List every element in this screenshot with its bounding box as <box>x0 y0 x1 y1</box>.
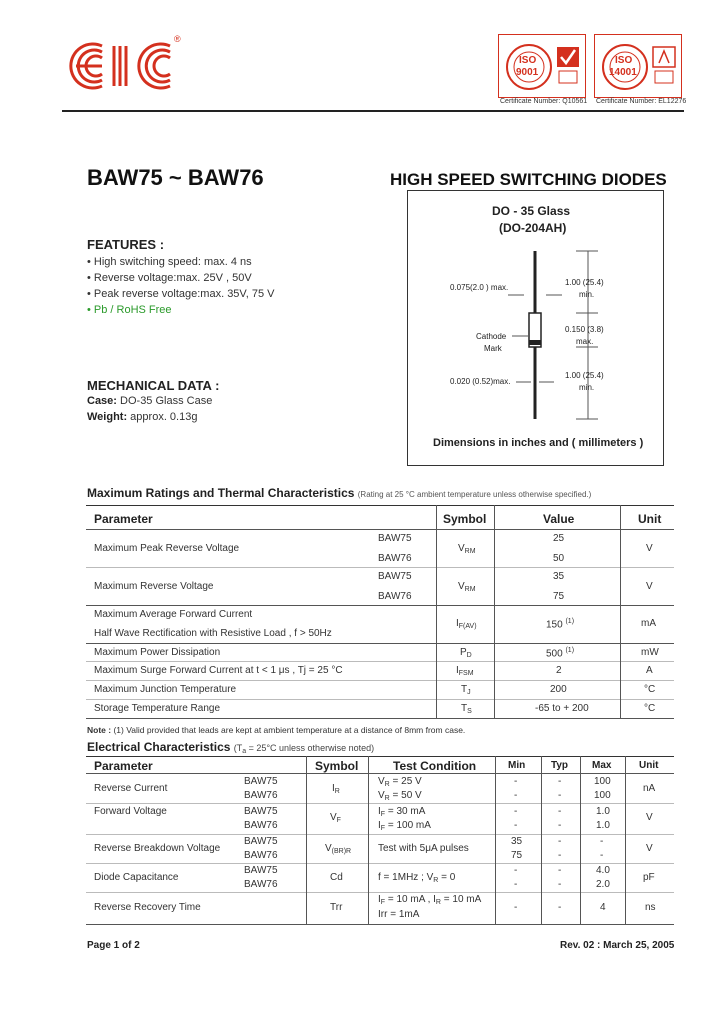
elec-header-typ: Typ <box>551 760 569 771</box>
page-number: Page 1 of 2 <box>87 940 140 951</box>
col-rule <box>541 756 542 924</box>
param-reverse-voltage: Maximum Reverse Voltage <box>94 581 214 592</box>
symbol-pd: $P_D$ <box>460 647 472 659</box>
col-rule <box>368 756 369 924</box>
param-storage-temp: Storage Temperature Range <box>94 703 221 714</box>
weight-line: Weight: approx. 0.13g <box>87 411 198 423</box>
symbol-vf: $V_F$ <box>330 812 341 824</box>
max: 1.0 <box>596 820 610 831</box>
electrical-title: Electrical Characteristics ($T_a = 25^\circ C$ unless otherwise noted) <box>87 740 375 755</box>
symbol-ifav: $I_{F(AV)}$ <box>456 618 477 630</box>
package-title-2: (DO-204AH) <box>499 221 567 235</box>
row-rule <box>86 643 674 644</box>
elec-header-min: Min <box>508 760 526 771</box>
unit: pF <box>643 872 655 883</box>
symbol-ir: $I_R$ <box>332 783 340 795</box>
iso14001-badge: ISO 14001 <box>594 34 682 98</box>
unit: nA <box>643 783 656 794</box>
symbol-trr: Trr <box>330 902 343 913</box>
device-baw75: BAW75 <box>244 776 278 787</box>
max: 4 <box>600 902 606 913</box>
max: 100 <box>594 776 611 787</box>
col-rule <box>494 505 495 718</box>
cert2-label: Certificate Number: EL12276 <box>596 98 687 105</box>
min: - <box>514 879 518 890</box>
row-rule <box>86 718 674 719</box>
dim-bottom-min: min. <box>579 383 595 392</box>
ratings-header-param: Parameter <box>94 512 153 526</box>
cond: $I_F = 10$ mA , $I_R = 10$ mA <box>378 894 482 906</box>
cond: Test with 5μA pulses <box>378 843 469 854</box>
max: 4.0 <box>596 865 610 876</box>
elec-rule-top <box>86 756 674 757</box>
unit: °C <box>644 684 656 695</box>
unit: V <box>646 543 653 554</box>
feature-item: • Peak reverse voltage:max. 35V, 75 V <box>87 288 275 300</box>
cond: $I_F = 30$ mA <box>378 806 426 818</box>
max: 100 <box>594 790 611 801</box>
ratings-rule-head <box>86 529 674 530</box>
device-baw76: BAW76 <box>244 850 278 861</box>
min: 35 <box>511 836 523 847</box>
unit: ns <box>645 902 656 913</box>
elec-header-unit: Unit <box>639 760 659 771</box>
symbol-tj: $T_J$ <box>461 684 471 696</box>
param-recovery-time: Reverse Recovery Time <box>94 902 201 913</box>
cond: Irr = 1mA <box>378 909 420 920</box>
typ: - <box>558 902 562 913</box>
unit: V <box>646 812 653 823</box>
param-forward-voltage: Forward Voltage <box>94 806 167 817</box>
cathode-label-2: Mark <box>484 344 502 353</box>
package-outline-box <box>407 190 664 466</box>
dim-body: 0.150 (3.8) <box>565 325 604 334</box>
part-number-title: BAW75 ~ BAW76 <box>87 165 264 190</box>
unit: A <box>646 665 653 676</box>
ratings-footnote: Note : (1) Valid provided that leads are kept at ambient temperature at a distance of 8mm from case. <box>87 725 466 735</box>
param-diode-capacitance: Diode Capacitance <box>94 872 179 883</box>
unit: mW <box>641 647 659 658</box>
dim-bottom: 1.00 (25.4) <box>565 371 604 380</box>
min: - <box>514 790 518 801</box>
symbol-vrm: $V_{RM}$ <box>458 581 476 593</box>
col-rule <box>620 505 621 718</box>
col-rule <box>306 756 307 924</box>
min: - <box>514 902 518 913</box>
elec-header-param: Parameter <box>94 759 153 773</box>
col-rule <box>580 756 581 924</box>
case-line: Case: DO-35 Glass Case <box>87 395 213 407</box>
param-reverse-current: Reverse Current <box>94 783 168 794</box>
elec-rule-head <box>86 773 674 774</box>
package-title-1: DO - 35 Glass <box>492 204 571 218</box>
device-baw76: BAW76 <box>244 879 278 890</box>
cert1-label: Certificate Number: Q10561 <box>500 98 588 105</box>
param-breakdown-voltage: Reverse Breakdown Voltage <box>94 843 221 854</box>
iso9001-badge: ISO 9001 <box>498 34 586 98</box>
min: - <box>514 776 518 787</box>
symbol-cd: Cd <box>330 872 343 883</box>
unit: mA <box>641 618 656 629</box>
min: - <box>514 865 518 876</box>
value: 25 <box>553 533 565 544</box>
row-rule <box>86 892 674 893</box>
elec-header-max: Max <box>592 760 612 771</box>
device-baw75: BAW75 <box>244 836 278 847</box>
symbol-vbr: $V_{(BR)R}$ <box>325 843 352 855</box>
row-rule <box>86 803 674 804</box>
min: - <box>514 806 518 817</box>
param-avg-forward-2: Half Wave Rectification with Resistive Load , f > 50Hz <box>94 628 332 639</box>
ratings-header-symbol: Symbol <box>443 512 487 526</box>
feature-item: • High switching speed: max. 4 ns <box>87 256 252 268</box>
param-avg-forward: Maximum Average Forward Current <box>94 609 253 620</box>
typ: - <box>558 879 562 890</box>
value: 150 $^{(1)}$ <box>546 618 575 631</box>
row-rule <box>86 661 674 662</box>
param-junction-temp: Maximum Junction Temperature <box>94 684 237 695</box>
typ: - <box>558 776 562 787</box>
value: -65 to + 200 <box>535 703 589 714</box>
elec-header-symbol: Symbol <box>315 759 359 773</box>
col-rule <box>495 756 496 924</box>
device-baw75: BAW75 <box>378 571 412 582</box>
features-heading: FEATURES : <box>87 237 165 252</box>
row-rule <box>86 924 674 925</box>
row-rule <box>86 863 674 864</box>
device-baw75: BAW75 <box>378 533 412 544</box>
typ: - <box>558 790 562 801</box>
device-baw76: BAW76 <box>378 553 412 564</box>
cathode-label: Cathode <box>476 332 507 341</box>
registered-mark: ® <box>174 34 181 44</box>
device-baw76: BAW76 <box>244 790 278 801</box>
max: - <box>600 850 604 861</box>
row-rule <box>86 699 674 700</box>
value: 35 <box>553 571 565 582</box>
symbol-ts: $T_S$ <box>461 703 472 715</box>
feature-item: • Reverse voltage:max. 25V , 50V <box>87 272 252 284</box>
dim-lead: 0.075(2.0 ) max. <box>450 283 509 292</box>
unit: °C <box>644 703 656 714</box>
row-rule <box>86 567 674 568</box>
header-rule <box>62 110 684 112</box>
col-rule <box>436 505 437 718</box>
device-type-title: HIGH SPEED SWITCHING DIODES <box>390 170 667 189</box>
dimensions-caption: Dimensions in inches and ( millimeters ) <box>433 437 644 449</box>
symbol-vrm: $V_{RM}$ <box>458 543 476 555</box>
cond: $V_R = 25$ V <box>378 776 422 788</box>
param-power: Maximum Power Dissipation <box>94 647 221 658</box>
dim-top: 1.00 (25.4) <box>565 278 604 287</box>
typ: - <box>558 806 562 817</box>
row-rule <box>86 605 674 606</box>
device-baw75: BAW75 <box>244 806 278 817</box>
min: - <box>514 820 518 831</box>
value: 2 <box>556 665 562 676</box>
unit: V <box>646 843 653 854</box>
row-rule <box>86 834 674 835</box>
device-baw76: BAW76 <box>244 820 278 831</box>
ratings-title: Maximum Ratings and Thermal Characteristics (Rating at 25 °C ambient temperature unless otherwise specified.) <box>87 486 592 500</box>
param-surge: Maximum Surge Forward Current at t < 1 μs , Tj = 25 °C <box>94 665 343 676</box>
value: 200 <box>550 684 567 695</box>
cond: $V_R = 50$ V <box>378 790 422 802</box>
param-peak-reverse: Maximum Peak Reverse Voltage <box>94 543 240 554</box>
max: 2.0 <box>596 879 610 890</box>
device-baw75: BAW75 <box>244 865 278 876</box>
cond: f = 1MHz ; $V_R = 0$ <box>378 872 456 884</box>
typ: - <box>558 865 562 876</box>
typ: - <box>558 836 562 847</box>
cond: $I_F = 100$ mA <box>378 820 431 832</box>
ratings-header-value: Value <box>543 512 575 526</box>
mechanical-heading: MECHANICAL DATA : <box>87 378 220 393</box>
row-rule <box>86 680 674 681</box>
min: 75 <box>511 850 523 861</box>
ratings-header-unit: Unit <box>638 512 662 526</box>
revision-date: Rev. 02 : March 25, 2005 <box>560 940 675 951</box>
value: 75 <box>553 591 565 602</box>
value: 500 $^{(1)}$ <box>546 647 575 660</box>
device-baw76: BAW76 <box>378 591 412 602</box>
ratings-rule-top <box>86 505 674 506</box>
unit: V <box>646 581 653 592</box>
symbol-ifsm: $I_{FSM}$ <box>456 665 474 677</box>
rohs-item: • Pb / RoHS Free <box>87 304 172 316</box>
elec-header-cond: Test Condition <box>393 759 477 773</box>
value: 50 <box>553 553 565 564</box>
col-rule <box>625 756 626 924</box>
dim-body-max: max. <box>576 337 594 346</box>
typ: - <box>558 850 562 861</box>
typ: - <box>558 820 562 831</box>
company-logo <box>62 30 182 98</box>
dim-top-min: min. <box>579 290 595 299</box>
dim-wire: 0.020 (0.52)max. <box>450 377 511 386</box>
max: - <box>600 836 604 847</box>
max: 1.0 <box>596 806 610 817</box>
